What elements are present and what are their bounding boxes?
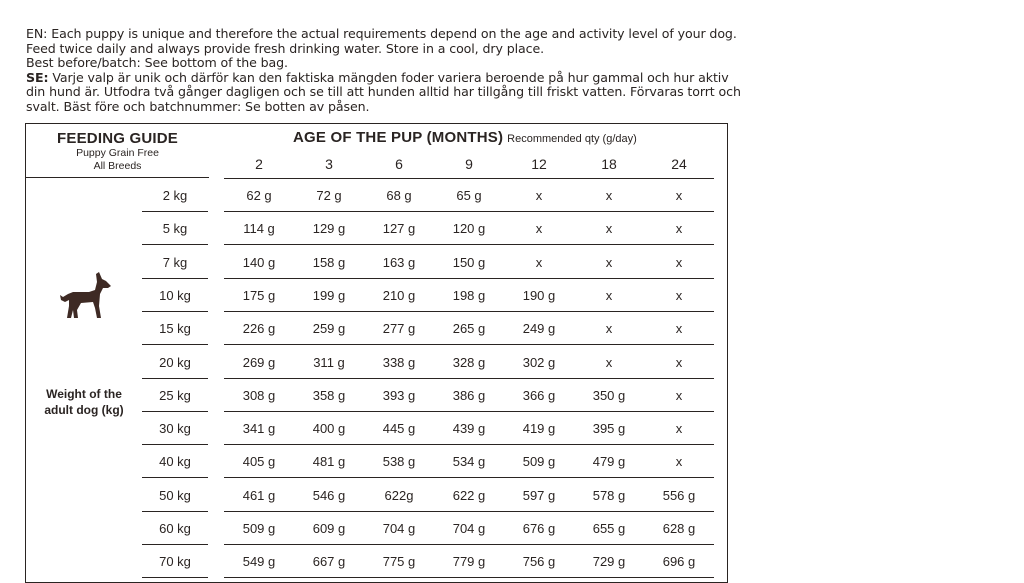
qty-cell: x xyxy=(675,421,683,437)
qty-cell: 696 g xyxy=(662,554,696,570)
qty-cell: 419 g xyxy=(522,421,556,437)
qty-cell: 609 g xyxy=(312,521,346,536)
age-header-12: 12 xyxy=(531,156,547,172)
qty-cell: 68 g xyxy=(386,188,412,203)
qty-cell: 350 g xyxy=(592,387,626,403)
qty-cell: 308 g xyxy=(242,387,276,403)
feeding-guide-subtitle-breeds: All Breeds xyxy=(93,160,142,172)
row-values xyxy=(224,479,714,512)
qty-cell: 597 g xyxy=(522,487,556,503)
qty-cell: 704 g xyxy=(452,521,486,536)
qty-cell: 704 g xyxy=(382,521,416,536)
table-row xyxy=(26,279,729,312)
qty-cell: 556 g xyxy=(662,487,696,503)
qty-cell: 259 g xyxy=(312,321,346,337)
weight-label-line-1: Weight of the xyxy=(46,387,122,401)
table-row xyxy=(26,212,729,245)
qty-cell: x xyxy=(675,387,683,403)
qty-cell: 158 g xyxy=(312,254,346,270)
qty-cell: 667 g xyxy=(312,554,346,570)
intro-en: EN: Each puppy is unique and therefore the actual requirements depend on the age and activity level of your dog. Feed twice daily and always provide fresh drinking water. Store in a cool, dry place. xyxy=(26,26,737,56)
qty-cell: 779 g xyxy=(452,554,486,570)
qty-cell: x xyxy=(675,254,683,270)
qty-cell: 622 g xyxy=(452,487,486,503)
qty-cell: 62 g xyxy=(246,188,272,203)
weight-cell: 25 kg xyxy=(142,379,208,412)
qty-cell: 277 g xyxy=(382,321,416,337)
weight-cell: 30 kg xyxy=(142,412,208,445)
qty-cell: 775 g xyxy=(382,554,416,570)
qty-note: Recommended qty (g/day) xyxy=(507,133,637,145)
feeding-guide-title: FEEDING GUIDE xyxy=(57,130,178,147)
qty-cell: 509 g xyxy=(522,454,556,470)
qty-cell: 655 g xyxy=(592,521,626,536)
qty-cell: 199 g xyxy=(312,287,346,303)
age-header-2: 2 xyxy=(255,156,263,172)
weight-cell: 15 kg xyxy=(142,312,208,345)
age-header-3: 3 xyxy=(325,156,333,172)
row-values xyxy=(224,412,714,445)
qty-cell: 622g xyxy=(384,487,414,503)
row-values xyxy=(224,379,714,412)
qty-cell: 265 g xyxy=(452,321,486,337)
qty-cell: 509 g xyxy=(242,521,276,536)
qty-cell: 249 g xyxy=(522,321,556,337)
intro-best-before: Best before/batch: See bottom of the bag. xyxy=(26,55,288,71)
qty-cell: x xyxy=(605,254,613,270)
qty-cell: x xyxy=(675,454,683,470)
qty-cell: 114 g xyxy=(243,221,275,237)
qty-cell: 120 g xyxy=(452,221,486,237)
weight-cell: 20 kg xyxy=(142,346,208,379)
intro-se xyxy=(26,71,746,115)
age-header-6: 6 xyxy=(395,156,403,172)
qty-cell: 538 g xyxy=(382,454,416,470)
qty-cell: 190 g xyxy=(522,287,556,303)
weight-cell: 60 kg xyxy=(142,512,208,545)
qty-cell: 546 g xyxy=(312,487,346,503)
age-heading-title: AGE OF THE PUP (MONTHS) xyxy=(293,129,504,146)
row-values xyxy=(224,545,714,578)
row-values xyxy=(224,246,714,279)
qty-cell: 400 g xyxy=(312,421,346,437)
age-header-row xyxy=(224,154,714,179)
row-values xyxy=(224,312,714,345)
qty-cell: 386 g xyxy=(452,387,486,403)
weight-cell: 2 kg xyxy=(142,179,208,212)
qty-cell: 269 g xyxy=(242,354,276,370)
qty-cell: 341 g xyxy=(242,421,276,437)
qty-cell: 729 g xyxy=(592,554,626,570)
qty-cell: x xyxy=(605,287,613,303)
row-values xyxy=(224,279,714,312)
weight-cell: 70 kg xyxy=(142,545,208,578)
table-row xyxy=(26,545,729,578)
qty-cell: 210 g xyxy=(382,287,416,303)
qty-cell: x xyxy=(535,221,543,237)
qty-cell: x xyxy=(675,321,683,337)
table-row xyxy=(26,179,729,212)
qty-cell: 395 g xyxy=(592,421,626,437)
weight-cell: 50 kg xyxy=(142,479,208,512)
table-row xyxy=(26,312,729,345)
qty-cell: 461 g xyxy=(242,487,276,503)
weight-cell: 7 kg xyxy=(142,246,208,279)
qty-cell: x xyxy=(605,188,613,203)
qty-cell: x xyxy=(535,254,543,270)
qty-cell: 175 g xyxy=(242,287,276,303)
table-row xyxy=(26,246,729,279)
qty-cell: 439 g xyxy=(452,421,486,437)
qty-cell: x xyxy=(605,354,613,370)
row-values xyxy=(224,212,714,245)
table-row xyxy=(26,412,729,445)
qty-cell: 393 g xyxy=(382,387,416,403)
table-row xyxy=(26,479,729,512)
qty-cell: x xyxy=(675,221,683,237)
row-values xyxy=(224,179,714,212)
qty-cell: x xyxy=(535,188,543,203)
qty-cell: 302 g xyxy=(522,354,556,370)
table-row xyxy=(26,512,729,545)
intro-se-label: SE: xyxy=(26,69,49,85)
table-row xyxy=(26,379,729,412)
qty-cell: 198 g xyxy=(452,287,486,303)
qty-cell: 226 g xyxy=(242,321,276,337)
qty-cell: 163 g xyxy=(382,254,416,270)
row-values xyxy=(224,512,714,545)
qty-cell: x xyxy=(605,221,613,237)
qty-cell: 578 g xyxy=(592,487,626,503)
table-row xyxy=(26,445,729,478)
qty-cell: x xyxy=(675,287,683,303)
weight-label-line-2: adult dog (kg) xyxy=(44,403,124,417)
age-heading xyxy=(293,129,637,147)
row-values xyxy=(224,346,714,379)
qty-cell: 65 g xyxy=(456,188,482,203)
qty-cell: x xyxy=(675,188,683,203)
qty-cell: 549 g xyxy=(242,554,276,570)
table-row xyxy=(26,346,729,379)
qty-cell: 129 g xyxy=(312,221,346,237)
qty-cell: 150 g xyxy=(452,254,486,270)
qty-cell: 127 g xyxy=(382,221,416,237)
qty-cell: 311 g xyxy=(313,354,345,370)
qty-cell: 405 g xyxy=(242,454,276,470)
qty-cell: 756 g xyxy=(522,554,556,570)
intro-text xyxy=(26,27,746,115)
weight-cell: 40 kg xyxy=(142,445,208,478)
age-header-9: 9 xyxy=(465,156,473,172)
qty-cell: x xyxy=(675,354,683,370)
feeding-guide-subtitle-product: Puppy Grain Free xyxy=(76,147,159,159)
qty-cell: 358 g xyxy=(312,387,346,403)
qty-cell: 628 g xyxy=(662,521,696,536)
qty-cell: x xyxy=(605,321,613,337)
feeding-guide-table xyxy=(25,123,728,583)
qty-cell: 366 g xyxy=(522,387,556,403)
qty-cell: 534 g xyxy=(452,454,486,470)
qty-cell: 140 g xyxy=(242,254,276,270)
row-values xyxy=(224,445,714,478)
qty-cell: 445 g xyxy=(382,421,416,437)
qty-cell: 481 g xyxy=(312,454,346,470)
age-header-18: 18 xyxy=(601,156,617,172)
qty-cell: 328 g xyxy=(452,354,486,370)
age-header-24: 24 xyxy=(671,156,687,172)
qty-cell: 479 g xyxy=(592,454,626,470)
header-divider xyxy=(26,177,209,178)
weight-cell: 10 kg xyxy=(142,279,208,312)
qty-cell: 338 g xyxy=(382,354,416,370)
intro-se-text: Varje valp är unik och därför kan den faktiska mängden foder variera beroende på hur gammal och hur aktiv din hund är. Utfodra två gånger dagligen och se till att hunden alltid har tillgång till friskt vatten. Förvaras torrt och svalt. Bäst före och batchnummer: Se botten av påsen. xyxy=(26,69,741,114)
qty-cell: 676 g xyxy=(522,521,556,536)
qty-cell: 72 g xyxy=(316,188,342,203)
weight-cell: 5 kg xyxy=(142,212,208,245)
